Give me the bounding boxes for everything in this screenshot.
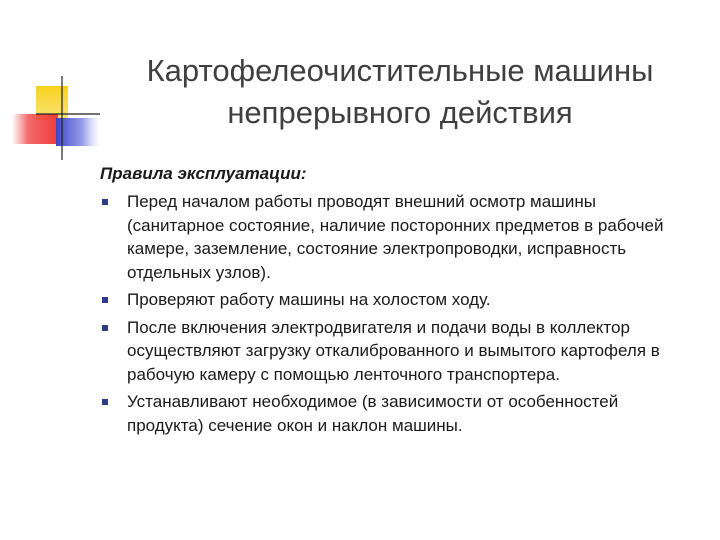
list-item-text: Перед началом работы проводят внешний осмотр машины (санитарное состояние, наличие посторонних предметов в рабочей камере, заземление, состояние электропроводки, исправность отдельных узлов).: [127, 192, 664, 282]
square-bullet-icon: [102, 199, 108, 205]
rules-subheading: Правила эксплуатации:: [100, 164, 307, 183]
slide-title-line-1: Картофелеочистительные машины: [146, 53, 654, 88]
list-item-text: Устанавливают необходимое (в зависимости от особенностей продукта) сечение окон и наклон машины.: [127, 392, 619, 435]
slide-content: [96, 164, 686, 441]
rules-list: [96, 190, 686, 437]
square-bullet-icon: [102, 325, 108, 331]
color-blocks-decoration: [0, 0, 110, 180]
list-item-text: После включения электродвигателя и подачи воды в коллектор осуществляют загрузку откалиброванного и вымытого картофеля в рабочую камеру с помощью ленточного транспортера.: [127, 317, 660, 384]
red-block: [12, 114, 58, 144]
list-item: [96, 288, 686, 312]
square-bullet-icon: [102, 297, 108, 303]
square-bullet-icon: [102, 399, 108, 405]
list-item: [96, 316, 686, 387]
list-item: [96, 390, 686, 437]
slide-title: [100, 50, 700, 134]
list-item: [96, 190, 686, 284]
slide-title-line-2: непрерывного действия: [227, 95, 573, 130]
list-item-text: Проверяют работу машины на холостом ходу.: [127, 290, 491, 309]
